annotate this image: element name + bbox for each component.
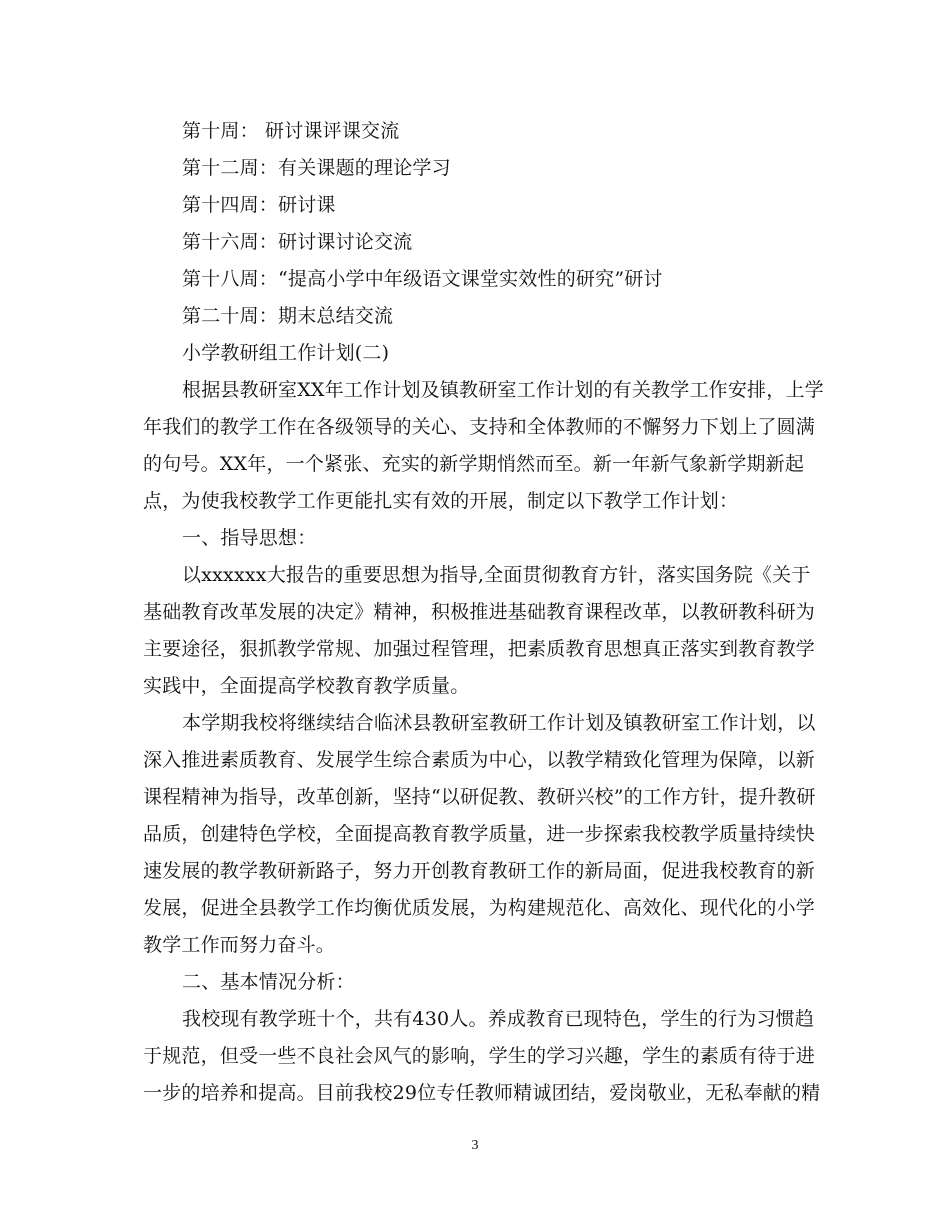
page-number: 3 bbox=[471, 1138, 479, 1153]
paragraph-line: 主要途径，狠抓教学常规、加强过程管理，把素质教育思想真正落实到教育教学 bbox=[143, 638, 816, 660]
paragraph-line: 我校现有教学班十个，共有430人。养成教育已现特色，学生的行为习惯趋 bbox=[182, 1008, 815, 1030]
schedule-line: 第十二周：有关课题的理论学习 bbox=[182, 157, 451, 179]
paragraph-line: 一步的培养和提高。目前我校29位专任教师精诚团结，爱岗敬业，无私奉献的精 bbox=[143, 1082, 821, 1104]
heading-basic-situation: 二、基本情况分析： bbox=[182, 971, 355, 993]
paragraph-line: 教学工作而努力奋斗。 bbox=[143, 934, 336, 956]
paragraph-line: 基础教育改革发展的决定》精神，积极推进基础教育课程改革，以教研教科研为 bbox=[143, 601, 816, 623]
paragraph-line: 年我们的教学工作在各级领导的关心、支持和全体教师的不懈努力下划上了圆满 bbox=[143, 416, 816, 438]
paragraph-line: 以xxxxxx大报告的重要思想为指导,全面贯彻教育方针，落实国务院《关于 bbox=[182, 564, 811, 586]
paragraph-line: 实践中，全面提高学校教育教学质量。 bbox=[143, 675, 470, 697]
paragraph-line: 课程精神为指导，改革创新，坚持“以研促教、教研兴校”的工作方针，提升教研 bbox=[143, 786, 816, 808]
paragraph-line: 的句号。XX年，一个紧张、充实的新学期悄然而至。新一年新气象新学期新起 bbox=[143, 453, 805, 475]
schedule-line: 第十八周：“提高小学中年级语文课堂实效性的研究”研讨 bbox=[182, 268, 663, 290]
paragraph-line: 发展，促进全县教学工作均衡优质发展，为构建规范化、高效化、现代化的小学 bbox=[143, 897, 816, 919]
paragraph-line: 于规范，但受一些不良社会风气的影响，学生的学习兴趣，学生的素质有待于进 bbox=[143, 1045, 816, 1067]
schedule-line: 第十周： 研讨课评课交流 bbox=[182, 120, 400, 142]
section-title: 小学教研组工作计划(二) bbox=[182, 342, 390, 364]
paragraph-line: 点，为使我校教学工作更能扎实有效的开展，制定以下教学工作计划： bbox=[143, 490, 739, 512]
paragraph-line: 深入推进素质教育、发展学生综合素质为中心，以教学精致化管理为保障，以新 bbox=[143, 749, 816, 771]
paragraph-line: 本学期我校将继续结合临沭县教研室教研工作计划及镇教研室工作计划，以 bbox=[182, 712, 816, 734]
heading-guiding-ideology: 一、指导思想： bbox=[182, 527, 317, 549]
paragraph-line: 品质，创建特色学校，全面提高教育教学质量，进一步探索我校教学质量持续快 bbox=[143, 823, 816, 845]
schedule-line: 第十四周：研讨课 bbox=[182, 194, 336, 216]
schedule-line: 第二十周：期末总结交流 bbox=[182, 305, 394, 327]
paragraph-line: 速发展的教学教研新路子，努力开创教育教研工作的新局面，促进我校教育的新 bbox=[143, 860, 816, 882]
schedule-line: 第十六周：研讨课讨论交流 bbox=[182, 231, 413, 253]
paragraph-line: 根据县教研室XX年工作计划及镇教研室工作计划的有关教学工作安排，上学 bbox=[182, 379, 824, 401]
